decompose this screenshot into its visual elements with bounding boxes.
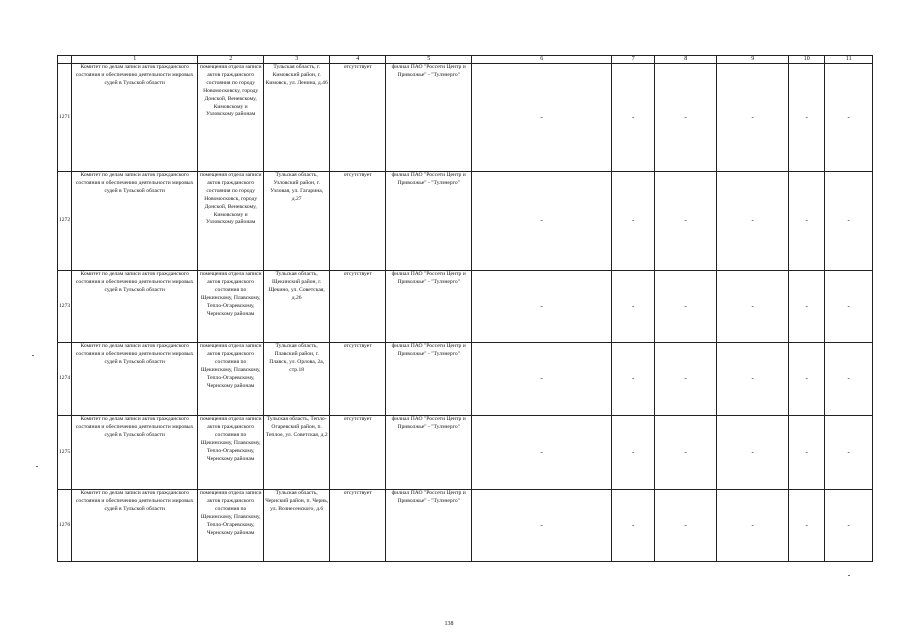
- cell-address: Тульская область, Щекинский район, г. Щекино, ул. Советская, д.26: [264, 271, 330, 343]
- header-cell-5: 5: [386, 56, 472, 64]
- cell-col10: -: [789, 343, 825, 416]
- cell-col6: -: [472, 172, 612, 271]
- cell-col4: отсутствует: [330, 343, 386, 416]
- cell-authority: Комитет по делам записи актов гражданского состояния и обеспечению деятельности мировых судей в Тульской области: [72, 490, 198, 562]
- cell-address: Тульская область, Плавский район, г. Плавск, ул. Орлова, 2а, стр.18: [264, 343, 330, 416]
- cell-authority: Комитет по делам записи актов гражданского состояния и обеспечению деятельности мировых судей в Тульской области: [72, 416, 198, 490]
- scan-speck: [32, 355, 34, 356]
- table-row: [58, 271, 873, 343]
- cell-col9: -: [717, 172, 789, 271]
- cell-col6: -: [472, 271, 612, 343]
- cell-col7: -: [612, 271, 655, 343]
- header-cell-9: 9: [717, 56, 789, 64]
- registry-table: [57, 55, 873, 562]
- cell-col7: -: [612, 64, 655, 172]
- table-row: [58, 416, 873, 490]
- cell-premises: помещения отдела записи актов гражданского состояния по Щекинскому, Плавскому, Тепло-Огаревскому, Чернскому районам: [198, 343, 264, 416]
- cell-supplier: филиал ПАО "Россети Центр и Приволжье" - "Тулэнерго": [386, 172, 472, 271]
- cell-col11: -: [825, 172, 873, 271]
- cell-col9: -: [717, 64, 789, 172]
- cell-col4: отсутствует: [330, 271, 386, 343]
- cell-col8: -: [655, 490, 717, 562]
- cell-col7: -: [612, 490, 655, 562]
- cell-col11: -: [825, 343, 873, 416]
- header-cell-2: 2: [198, 56, 264, 64]
- cell-col8: -: [655, 343, 717, 416]
- cell-col9: -: [717, 343, 789, 416]
- header-cell-11: 11: [825, 56, 873, 64]
- scan-speck: [848, 575, 850, 576]
- cell-supplier: филиал ПАО "Россети Центр и Приволжье" - "Тулэнерго": [386, 343, 472, 416]
- header-cell-8: 8: [655, 56, 717, 64]
- cell-premises: помещения отдела записи актов гражданского состояния по Щекинскому, Плавскому, Тепло-Огаревскому, Чернскому районам: [198, 490, 264, 562]
- cell-premises: помещения отдела записи актов гражданского состояния по городу Новомосковску, городу Донской, Веневскому, Кимовскому и Узловскому районам: [198, 64, 264, 172]
- cell-authority: Комитет по делам записи актов гражданского состояния и обеспечению деятельности мировых судей в Тульской области: [72, 343, 198, 416]
- row-number: 1273: [58, 271, 72, 343]
- table-row: [58, 172, 873, 271]
- cell-col7: -: [612, 172, 655, 271]
- cell-col7: -: [612, 416, 655, 490]
- header-cell-10: 10: [789, 56, 825, 64]
- cell-col9: -: [717, 416, 789, 490]
- cell-premises: помещения отдела записи актов гражданского состояния по Щекинскому, Плавскому, Тепло-Огаревскому, Чернскому районам: [198, 271, 264, 343]
- cell-supplier: филиал ПАО "Россети Центр и Приволжье" - "Тулэнерго": [386, 416, 472, 490]
- cell-col6: -: [472, 416, 612, 490]
- header-cell-7: 7: [612, 56, 655, 64]
- cell-col11: -: [825, 64, 873, 172]
- cell-col7: -: [612, 343, 655, 416]
- cell-authority: Комитет по делам записи актов гражданского состояния и обеспечению деятельности мировых судей в Тульской области: [72, 172, 198, 271]
- cell-col10: -: [789, 490, 825, 562]
- cell-col11: -: [825, 490, 873, 562]
- table-row: [58, 490, 873, 562]
- cell-col11: -: [825, 416, 873, 490]
- cell-col8: -: [655, 64, 717, 172]
- cell-col4: отсутствует: [330, 490, 386, 562]
- cell-col8: -: [655, 271, 717, 343]
- cell-supplier: филиал ПАО "Россети Центр и Приволжье" - "Тулэнерго": [386, 271, 472, 343]
- scan-speck: [36, 466, 38, 467]
- header-cell-index: [58, 56, 72, 64]
- cell-col8: -: [655, 172, 717, 271]
- row-number: 1271: [58, 64, 72, 172]
- cell-col10: -: [789, 172, 825, 271]
- cell-supplier: филиал ПАО "Россети Центр и Приволжье" - "Тулэнерго": [386, 490, 472, 562]
- row-number: 1275: [58, 416, 72, 490]
- row-number: 1276: [58, 490, 72, 562]
- table-row: [58, 343, 873, 416]
- cell-supplier: филиал ПАО "Россети Центр и Приволжье" - "Тулэнерго": [386, 64, 472, 172]
- cell-address: Тульская область, Узловский район, г. Узловая, ул. Гагарина, д.27: [264, 172, 330, 271]
- cell-col9: -: [717, 271, 789, 343]
- cell-col6: -: [472, 490, 612, 562]
- row-number: 1274: [58, 343, 72, 416]
- cell-col11: -: [825, 271, 873, 343]
- cell-col4: отсутствует: [330, 64, 386, 172]
- header-row: [58, 56, 873, 64]
- cell-col4: отсутствует: [330, 172, 386, 271]
- cell-address: Тульская область, Тепло-Огаревский район, п. Теплое, ул. Советская, д.2: [264, 416, 330, 490]
- header-cell-4: 4: [330, 56, 386, 64]
- cell-address: Тульская область, г. Кимовский район, г. Кимовск, ул. Ленина, д.46: [264, 64, 330, 172]
- cell-col10: -: [789, 64, 825, 172]
- table-row: [58, 64, 873, 172]
- header-cell-6: 6: [472, 56, 612, 64]
- cell-address: Тульская область, Чернский район, п. Чернь, ул. Вознесенского, д.6: [264, 490, 330, 562]
- cell-premises: помещения отдела записи актов гражданского состояния по Щекинскому, Плавскому, Тепло-Огаревскому, Чернскому районам: [198, 416, 264, 490]
- cell-col6: -: [472, 343, 612, 416]
- cell-col4: отсутствует: [330, 416, 386, 490]
- cell-col8: -: [655, 416, 717, 490]
- cell-col9: -: [717, 490, 789, 562]
- header-cell-1: 1: [72, 56, 198, 64]
- cell-authority: Комитет по делам записи актов гражданского состояния и обеспечению деятельности мировых судей в Тульской области: [72, 64, 198, 172]
- cell-authority: Комитет по делам записи актов гражданского состояния и обеспечению деятельности мировых судей в Тульской области: [72, 271, 198, 343]
- page-number: 138: [444, 621, 454, 627]
- cell-col6: -: [472, 64, 612, 172]
- header-cell-3: 3: [264, 56, 330, 64]
- cell-premises: помещения отдела записи актов гражданского состояния по городу Новомосковск, городу Донской, Веневскому, Кимовскому и Узловскому районам: [198, 172, 264, 271]
- cell-col10: -: [789, 416, 825, 490]
- cell-col10: -: [789, 271, 825, 343]
- row-number: 1272: [58, 172, 72, 271]
